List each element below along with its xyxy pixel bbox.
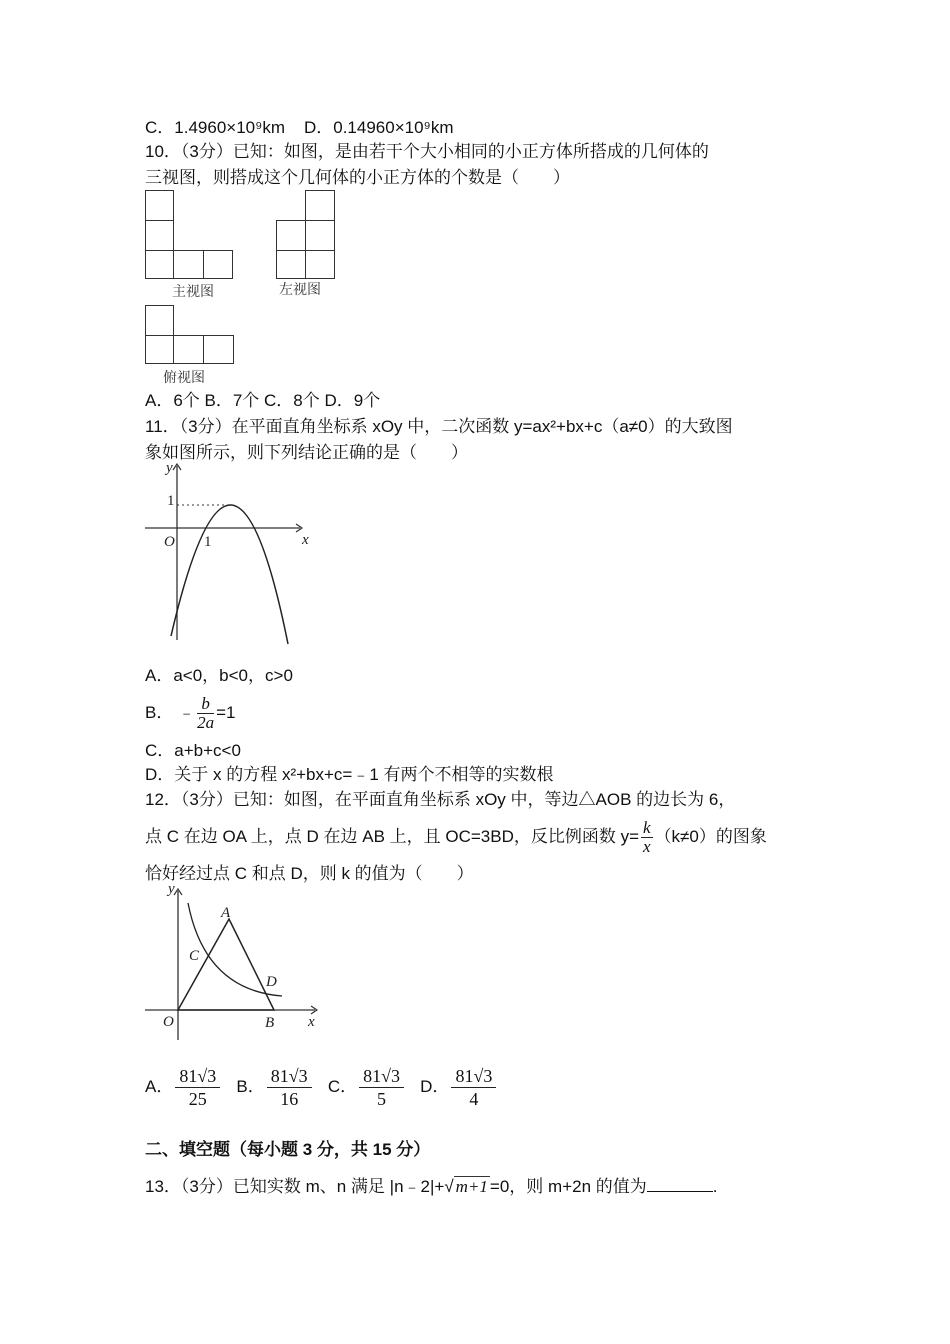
- q11-option-d: D．关于 x 的方程 x²+bx+c=﹣1 有两个不相等的实数根: [145, 765, 554, 784]
- point-a-label: A: [221, 905, 231, 921]
- denominator: x: [643, 837, 651, 857]
- q9-option-c: C．1.4960×10⁹km: [145, 118, 286, 137]
- option-c-label: C．: [327, 1077, 358, 1096]
- option-a-label: A．: [145, 1077, 174, 1096]
- option-b-fraction: [267, 1065, 312, 1110]
- y-axis-label: y: [168, 881, 175, 897]
- stem-text: 点 C 在边 OA 上，点 D 在边 AB 上，且 OC=3BD，反比例函数 y=: [145, 827, 640, 846]
- x-axis-label: x: [302, 532, 309, 548]
- q11-option-c: C．a+b+c<0: [145, 741, 241, 760]
- option-b-label: B．: [145, 703, 174, 722]
- numerator: 81√3: [175, 1065, 220, 1088]
- point-d-label: D: [266, 974, 277, 990]
- q10-stem-line1: 10．（3分）已知：如图，是由若干个大小相同的小正方体所搭成的几何体的: [145, 142, 709, 161]
- section-heading-fill-in: 二、填空题（每小题 3 分，共 15 分）: [145, 1140, 431, 1159]
- period: .: [712, 1177, 718, 1196]
- denominator: 16: [280, 1089, 299, 1110]
- x-tick-1: 1: [204, 534, 212, 550]
- stem-text: 13．（3分）已知实数 m、n 满足 |n﹣2|+: [145, 1177, 445, 1196]
- y-axis-label: y: [166, 460, 173, 476]
- denominator: 4: [469, 1089, 479, 1110]
- numerator: 81√3: [267, 1065, 312, 1088]
- left-view-label: 左视图: [279, 281, 321, 297]
- q11-option-a: A．a<0，b<0，c>0: [145, 666, 293, 685]
- triangle-aob: [178, 919, 274, 1010]
- radicand: m+1: [455, 1177, 488, 1196]
- point-c-label: C: [189, 948, 200, 964]
- option-d-label: D．: [420, 1077, 450, 1096]
- answer-blank[interactable]: [647, 1175, 713, 1192]
- option-b-tail: =1: [216, 703, 236, 722]
- point-b-label: B: [265, 1015, 275, 1031]
- denominator: 5: [377, 1089, 387, 1110]
- option-b-label: B．: [236, 1077, 265, 1096]
- top-view-label: 俯视图: [163, 369, 205, 385]
- denominator: 25: [188, 1089, 207, 1110]
- q10-options: A．6个 B．7个 C．8个 D．9个: [145, 391, 381, 410]
- q10-stem-line2: 三视图，则搭成这个几何体的小正方体的个数是（ ）: [145, 168, 570, 187]
- q9-option-d: D．0.14960×10⁹km: [303, 118, 454, 137]
- denominator: 2a: [197, 713, 215, 733]
- option-d-fraction: [451, 1065, 496, 1110]
- x-axis-label: x: [308, 1014, 315, 1030]
- q11-stem-line2: 象如图所示，则下列结论正确的是（ ）: [145, 443, 468, 462]
- option-c-fraction: [359, 1065, 404, 1110]
- option-a-fraction: [175, 1065, 220, 1110]
- minus-sign: ﹣: [178, 703, 196, 722]
- stem-text: =0，则 m+2n 的值为: [489, 1177, 647, 1196]
- origin-label: O: [163, 1014, 174, 1030]
- q12-stem-line3: 恰好经过点 C 和点 D，则 k 的值为（ ）: [145, 864, 474, 883]
- q12-stem-line1: 12．（3分）已知：如图，在平面直角坐标系 xOy 中，等边△AOB 的边长为 6，: [145, 790, 736, 809]
- origin-label: O: [164, 534, 175, 550]
- front-view-label: 主视图: [172, 283, 214, 299]
- numerator: 81√3: [451, 1065, 496, 1088]
- numerator: 81√3: [359, 1065, 404, 1088]
- numerator: b: [197, 695, 214, 714]
- stem-text: （k≠0）的图象: [654, 827, 767, 846]
- q12-options: [145, 1064, 498, 1110]
- q13-stem: 13．（3分）已知实数 m、n 满足 |n﹣2|+√ m+1 =0，则 m+2n 的值为 .: [145, 1177, 718, 1196]
- y-tick-1: 1: [167, 493, 175, 509]
- q11-stem-line1: 11．（3分）在平面直角坐标系 xOy 中，二次函数 y=ax²+bx+c（a≠0）的大致图: [145, 417, 733, 436]
- numerator: k: [643, 818, 651, 838]
